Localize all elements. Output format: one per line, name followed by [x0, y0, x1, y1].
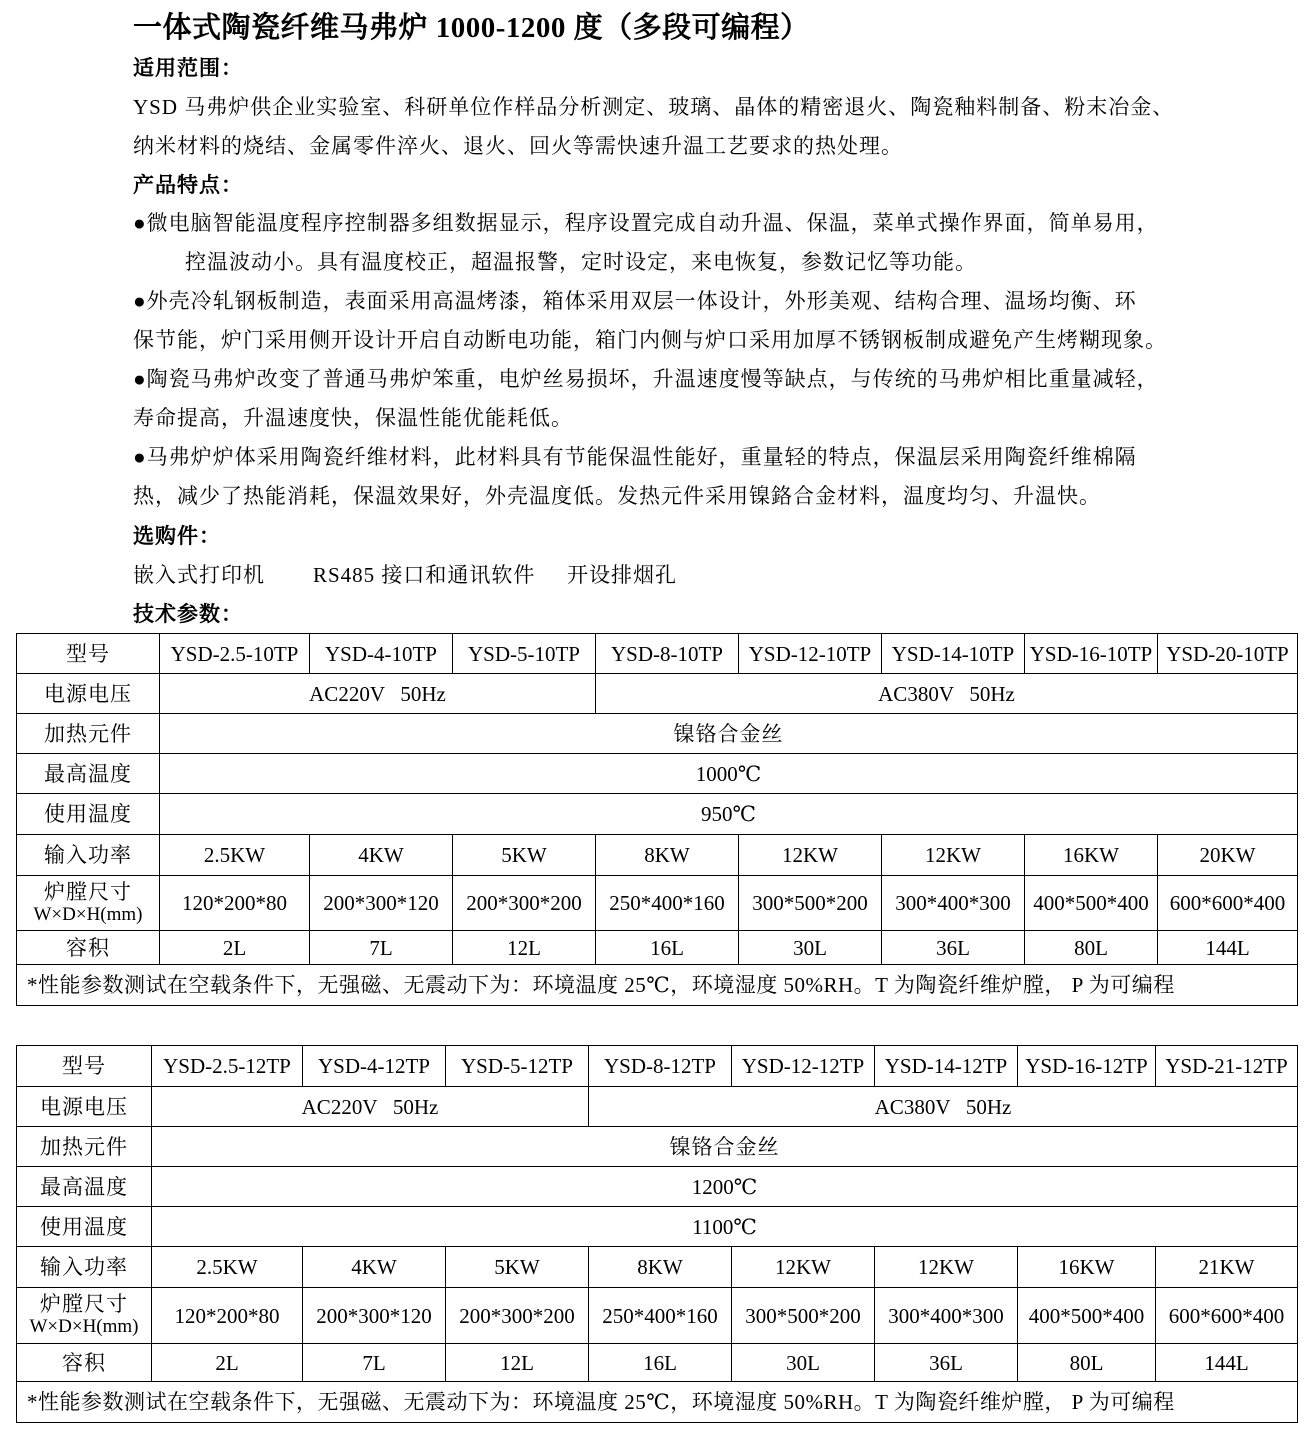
model-cell: YSD-12-10TP	[739, 634, 882, 674]
feature-item-2-line: ●外壳冷轧钢板制造，表面采用高温烤漆，箱体采用双层一体设计，外形美观、结构合理、温场均衡、环	[133, 289, 1137, 313]
power-supply-220v-cell: AC220V 50Hz	[160, 674, 596, 714]
input-power-cell: 21KW	[1156, 1247, 1298, 1288]
input-power-cell: 12KW	[732, 1247, 875, 1288]
row-note	[17, 965, 1298, 1006]
chamber-size-cell: 120*200*80	[160, 876, 310, 931]
row-model	[17, 1046, 1298, 1087]
heating-element-cell: 镍铬合金丝	[160, 714, 1298, 754]
feature-item-1-line: 控温波动小。具有温度校正，超温报警，定时设定，来电恢复，参数记忆等功能。	[185, 250, 977, 274]
volume-cell: 16L	[596, 931, 739, 965]
input-power-cell: 12KW	[739, 835, 882, 876]
row-note	[17, 1382, 1298, 1423]
feature-item-4-line: 热，减少了热能消耗，保温效果好，外壳温度低。发热元件采用镍鉻合金材料，温度均匀、升温快。	[133, 484, 1101, 508]
max-temp-cell: 1200℃	[152, 1167, 1298, 1207]
chamber-size-cell: 120*200*80	[152, 1288, 303, 1344]
volume-cell: 36L	[882, 931, 1025, 965]
scope-heading: 适用范围：	[133, 56, 243, 80]
model-cell: YSD-5-10TP	[453, 634, 596, 674]
max-temp-label: 最高温度	[17, 754, 160, 794]
chamber-size-cell: 600*600*400	[1156, 1288, 1298, 1344]
volume-cell: 80L	[1018, 1344, 1156, 1382]
row-volume	[17, 931, 1298, 965]
volume-cell: 36L	[875, 1344, 1018, 1382]
model-label: 型号	[17, 1046, 152, 1087]
specs-heading: 技术参数：	[133, 602, 243, 626]
chamber-size-cell: 300*400*300	[875, 1288, 1018, 1344]
spec-table-1200c	[16, 1045, 1298, 1423]
row-max-temp	[17, 1167, 1298, 1207]
power-supply-380v-cell: AC380V 50Hz	[596, 674, 1298, 714]
spec-table-body	[17, 634, 1298, 1006]
power-supply-380v-cell: AC380V 50Hz	[589, 1087, 1298, 1127]
chamber-size-cell: 200*300*120	[303, 1288, 446, 1344]
row-input-power	[17, 1247, 1298, 1288]
working-temp-cell: 1100℃	[152, 1207, 1298, 1247]
chamber-size-cell: 200*300*200	[446, 1288, 589, 1344]
input-power-cell: 4KW	[303, 1247, 446, 1288]
chamber-size-cell: 400*500*400	[1018, 1288, 1156, 1344]
chamber-size-cell: 400*500*400	[1025, 876, 1158, 931]
power-supply-label: 电源电压	[17, 1087, 152, 1127]
volume-cell: 2L	[160, 931, 310, 965]
heating-element-label: 加热元件	[17, 714, 160, 754]
row-heating-element	[17, 1127, 1298, 1167]
input-power-cell: 5KW	[446, 1247, 589, 1288]
volume-label: 容积	[17, 1344, 152, 1382]
model-cell: YSD-4-10TP	[310, 634, 453, 674]
row-working-temp	[17, 794, 1298, 835]
option-item-rs485: RS485 接口和通讯软件	[313, 563, 536, 587]
input-power-cell: 16KW	[1018, 1247, 1156, 1288]
chamber-size-cell: 300*500*200	[739, 876, 882, 931]
model-cell: YSD-14-10TP	[882, 634, 1025, 674]
feature-item-3-line: ●陶瓷马弗炉改变了普通马弗炉笨重，电炉丝易损坏，升温速度慢等缺点，与传统的马弗炉相比重量减轻，	[133, 367, 1159, 391]
feature-item-4-line: ●马弗炉炉体采用陶瓷纤维材料，此材料具有节能保温性能好，重量轻的特点，保温层采用陶瓷纤维棉隔	[133, 445, 1137, 469]
input-power-cell: 8KW	[589, 1247, 732, 1288]
model-cell: YSD-8-12TP	[589, 1046, 732, 1087]
row-working-temp	[17, 1207, 1298, 1247]
model-cell: YSD-2.5-12TP	[152, 1046, 303, 1087]
chamber-size-cell: 300*500*200	[732, 1288, 875, 1344]
options-heading: 选购件：	[133, 524, 221, 548]
scope-line: YSD 马弗炉供企业实验室、科研单位作样品分析测定、玻璃、晶体的精密退火、陶瓷釉料制备、粉末冶金、	[133, 95, 1175, 119]
row-input-power	[17, 835, 1298, 876]
input-power-label: 输入功率	[17, 835, 160, 876]
volume-cell: 12L	[446, 1344, 589, 1382]
chamber-size-label	[17, 876, 160, 931]
model-cell: YSD-16-10TP	[1025, 634, 1158, 674]
volume-cell: 7L	[303, 1344, 446, 1382]
option-item-exhaust: 开设排烟孔	[567, 563, 677, 587]
working-temp-cell: 950℃	[160, 794, 1298, 835]
feature-item-3-line: 寿命提高，升温速度快，保温性能优能耗低。	[133, 406, 573, 430]
heating-element-label: 加热元件	[17, 1127, 152, 1167]
chamber-size-cell: 300*400*300	[882, 876, 1025, 931]
input-power-cell: 16KW	[1025, 835, 1158, 876]
power-supply-220v-cell: AC220V 50Hz	[152, 1087, 589, 1127]
table-footnote: *性能参数测试在空载条件下，无强磁、无震动下为：环境温度 25℃，环境湿度 50%RH。T 为陶瓷纤维炉膛， P 为可编程	[17, 1382, 1298, 1423]
input-power-cell: 5KW	[453, 835, 596, 876]
max-temp-cell: 1000℃	[160, 754, 1298, 794]
features-heading: 产品特点：	[133, 173, 243, 197]
volume-label: 容积	[17, 931, 160, 965]
volume-cell: 144L	[1158, 931, 1298, 965]
model-cell: YSD-16-12TP	[1018, 1046, 1156, 1087]
input-power-cell: 8KW	[596, 835, 739, 876]
model-cell: YSD-21-12TP	[1156, 1046, 1298, 1087]
input-power-cell: 12KW	[882, 835, 1025, 876]
input-power-cell: 2.5KW	[160, 835, 310, 876]
volume-cell: 30L	[732, 1344, 875, 1382]
option-item-printer: 嵌入式打印机	[133, 563, 265, 587]
chamber-size-cell: 250*400*160	[596, 876, 739, 931]
volume-cell: 144L	[1156, 1344, 1298, 1382]
volume-cell: 2L	[152, 1344, 303, 1382]
chamber-size-label	[17, 1288, 152, 1344]
scope-line: 纳米材料的烧结、金属零件淬火、退火、回火等需快速升温工艺要求的热处理。	[133, 134, 903, 158]
spec-table-body	[17, 1046, 1298, 1423]
input-power-label: 输入功率	[17, 1247, 152, 1288]
volume-cell: 16L	[589, 1344, 732, 1382]
model-cell: YSD-14-12TP	[875, 1046, 1018, 1087]
row-chamber-size	[17, 1288, 1298, 1344]
model-cell: YSD-12-12TP	[732, 1046, 875, 1087]
volume-cell: 7L	[310, 931, 453, 965]
chamber-size-cell: 250*400*160	[589, 1288, 732, 1344]
chamber-size-cell: 600*600*400	[1158, 876, 1298, 931]
power-supply-label: 电源电压	[17, 674, 160, 714]
page-title: 一体式陶瓷纤维马弗炉 1000-1200 度（多段可编程）	[133, 12, 810, 44]
chamber-size-cell: 200*300*120	[310, 876, 453, 931]
row-max-temp	[17, 754, 1298, 794]
feature-item-2-line: 保节能，炉门采用侧开设计开启自动断电功能，箱门内侧与炉口采用加厚不锈钢板制成避免产生烤糊现象。	[133, 328, 1167, 352]
volume-cell: 30L	[739, 931, 882, 965]
model-cell: YSD-5-12TP	[446, 1046, 589, 1087]
spec-table-1000c	[16, 633, 1298, 1006]
row-power-supply	[17, 674, 1298, 714]
model-cell: YSD-4-12TP	[303, 1046, 446, 1087]
model-cell: YSD-2.5-10TP	[160, 634, 310, 674]
model-cell: YSD-20-10TP	[1158, 634, 1298, 674]
chamber-size-unit-text: W×D×H(mm)	[29, 1316, 139, 1337]
working-temp-label: 使用温度	[17, 1207, 152, 1247]
input-power-cell: 20KW	[1158, 835, 1298, 876]
volume-cell: 80L	[1025, 931, 1158, 965]
chamber-size-cell: 200*300*200	[453, 876, 596, 931]
heating-element-cell: 镍铬合金丝	[152, 1127, 1298, 1167]
row-model	[17, 634, 1298, 674]
input-power-cell: 2.5KW	[152, 1247, 303, 1288]
max-temp-label: 最高温度	[17, 1167, 152, 1207]
row-chamber-size	[17, 876, 1298, 931]
volume-cell: 12L	[453, 931, 596, 965]
chamber-size-label-text: 炉膛尺寸	[40, 1292, 128, 1316]
row-volume	[17, 1344, 1298, 1382]
feature-item-1-line: ●微电脑智能温度程序控制器多组数据显示，程序设置完成自动升温、保温，菜单式操作界面，简单易用，	[133, 211, 1159, 235]
table-footnote: *性能参数测试在空载条件下，无强磁、无震动下为：环境温度 25℃，环境湿度 50%RH。T 为陶瓷纤维炉膛， P 为可编程	[17, 965, 1298, 1006]
input-power-cell: 12KW	[875, 1247, 1018, 1288]
chamber-size-label-text: 炉膛尺寸	[44, 879, 132, 904]
row-heating-element	[17, 714, 1298, 754]
row-power-supply	[17, 1087, 1298, 1127]
model-label: 型号	[17, 634, 160, 674]
input-power-cell: 4KW	[310, 835, 453, 876]
chamber-size-unit-text: W×D×H(mm)	[33, 903, 143, 925]
working-temp-label: 使用温度	[17, 794, 160, 835]
model-cell: YSD-8-10TP	[596, 634, 739, 674]
